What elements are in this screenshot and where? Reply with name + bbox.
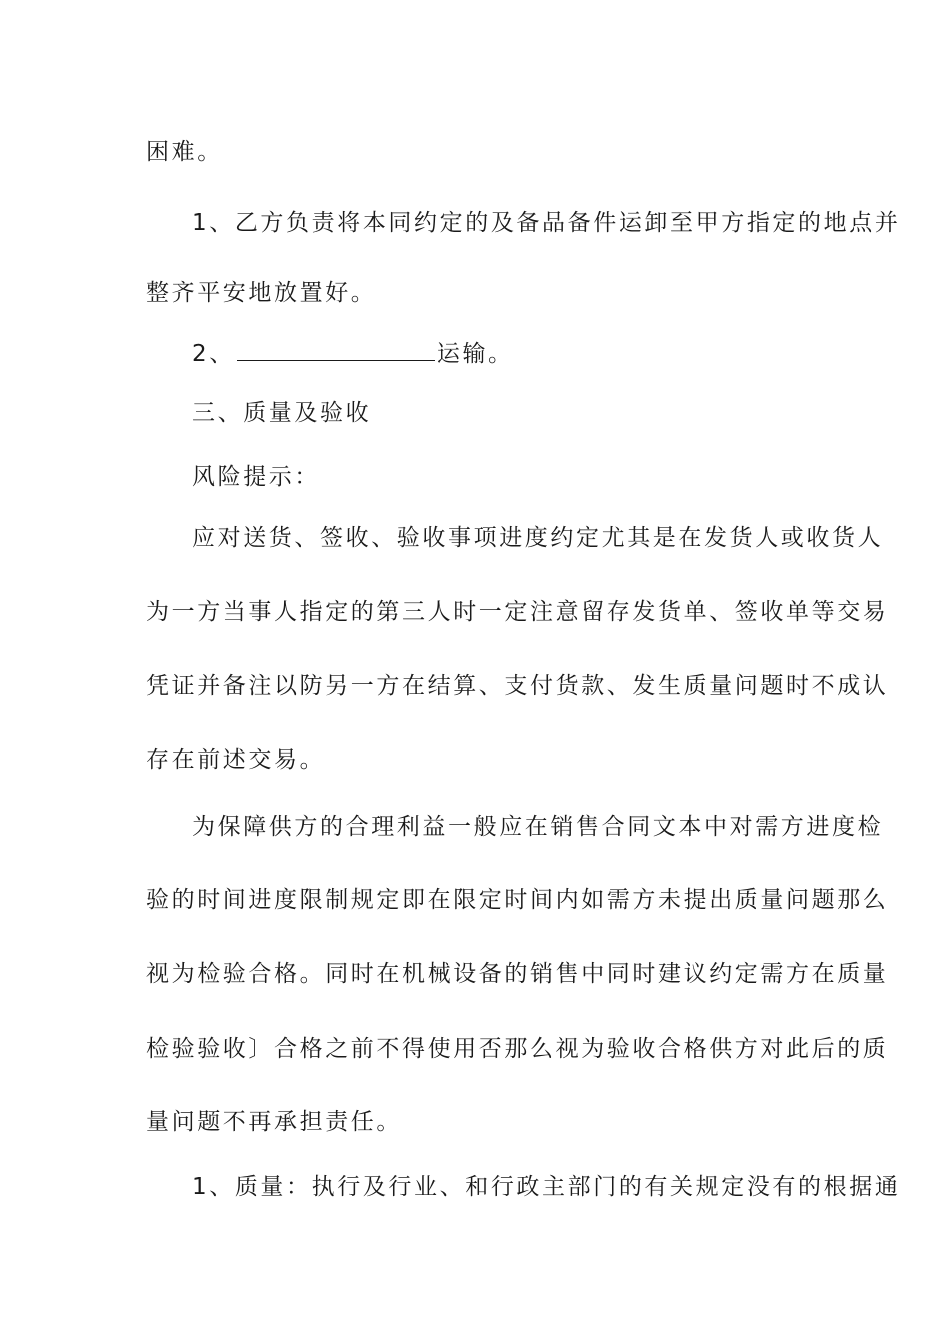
- line-prefix: 2、: [192, 341, 235, 367]
- text-line: 检验验收〕合格之前不得使用否那么视为验收合格供方对此后的质: [146, 1036, 889, 1062]
- text-line: 量问题不再承担责任。: [146, 1109, 402, 1135]
- fill-in-blank: [237, 338, 435, 361]
- section-heading: 三、质量及验收: [192, 400, 372, 426]
- text-line-with-blank: [192, 338, 806, 369]
- text-line: 存在前述交易。: [146, 747, 326, 773]
- text-line: 1、质量：执行及行业、和行政主部门的有关规定没有的根据通: [192, 1174, 901, 1200]
- text-line: 视为检验合格。同时在机械设备的销售中同时建议约定需方在质量: [146, 961, 889, 987]
- text-line: 1、乙方负责将本同约定的及备品备件运卸至甲方指定的地点并: [192, 210, 901, 236]
- text-line: 凭证并备注以防另一方在结算、支付货款、发生质量问题时不成认: [146, 673, 889, 699]
- text-line: 验的时间进度限制规定即在限定时间内如需方未提出质量问题那么: [146, 887, 889, 913]
- text-line: 整齐平安地放置好。: [146, 280, 377, 306]
- text-line: 为保障供方的合理利益一般应在销售合同文本中对需方进度检: [192, 814, 884, 840]
- line-suffix: 运输。: [436, 341, 514, 367]
- text-line: 风险提示：: [192, 464, 320, 490]
- text-line: 困难。: [146, 139, 223, 165]
- text-line: 为一方当事人指定的第三人时一定注意留存发货单、签收单等交易: [146, 599, 889, 625]
- text-line: 应对送货、签收、验收事项进度约定尤其是在发货人或收货人: [192, 525, 884, 551]
